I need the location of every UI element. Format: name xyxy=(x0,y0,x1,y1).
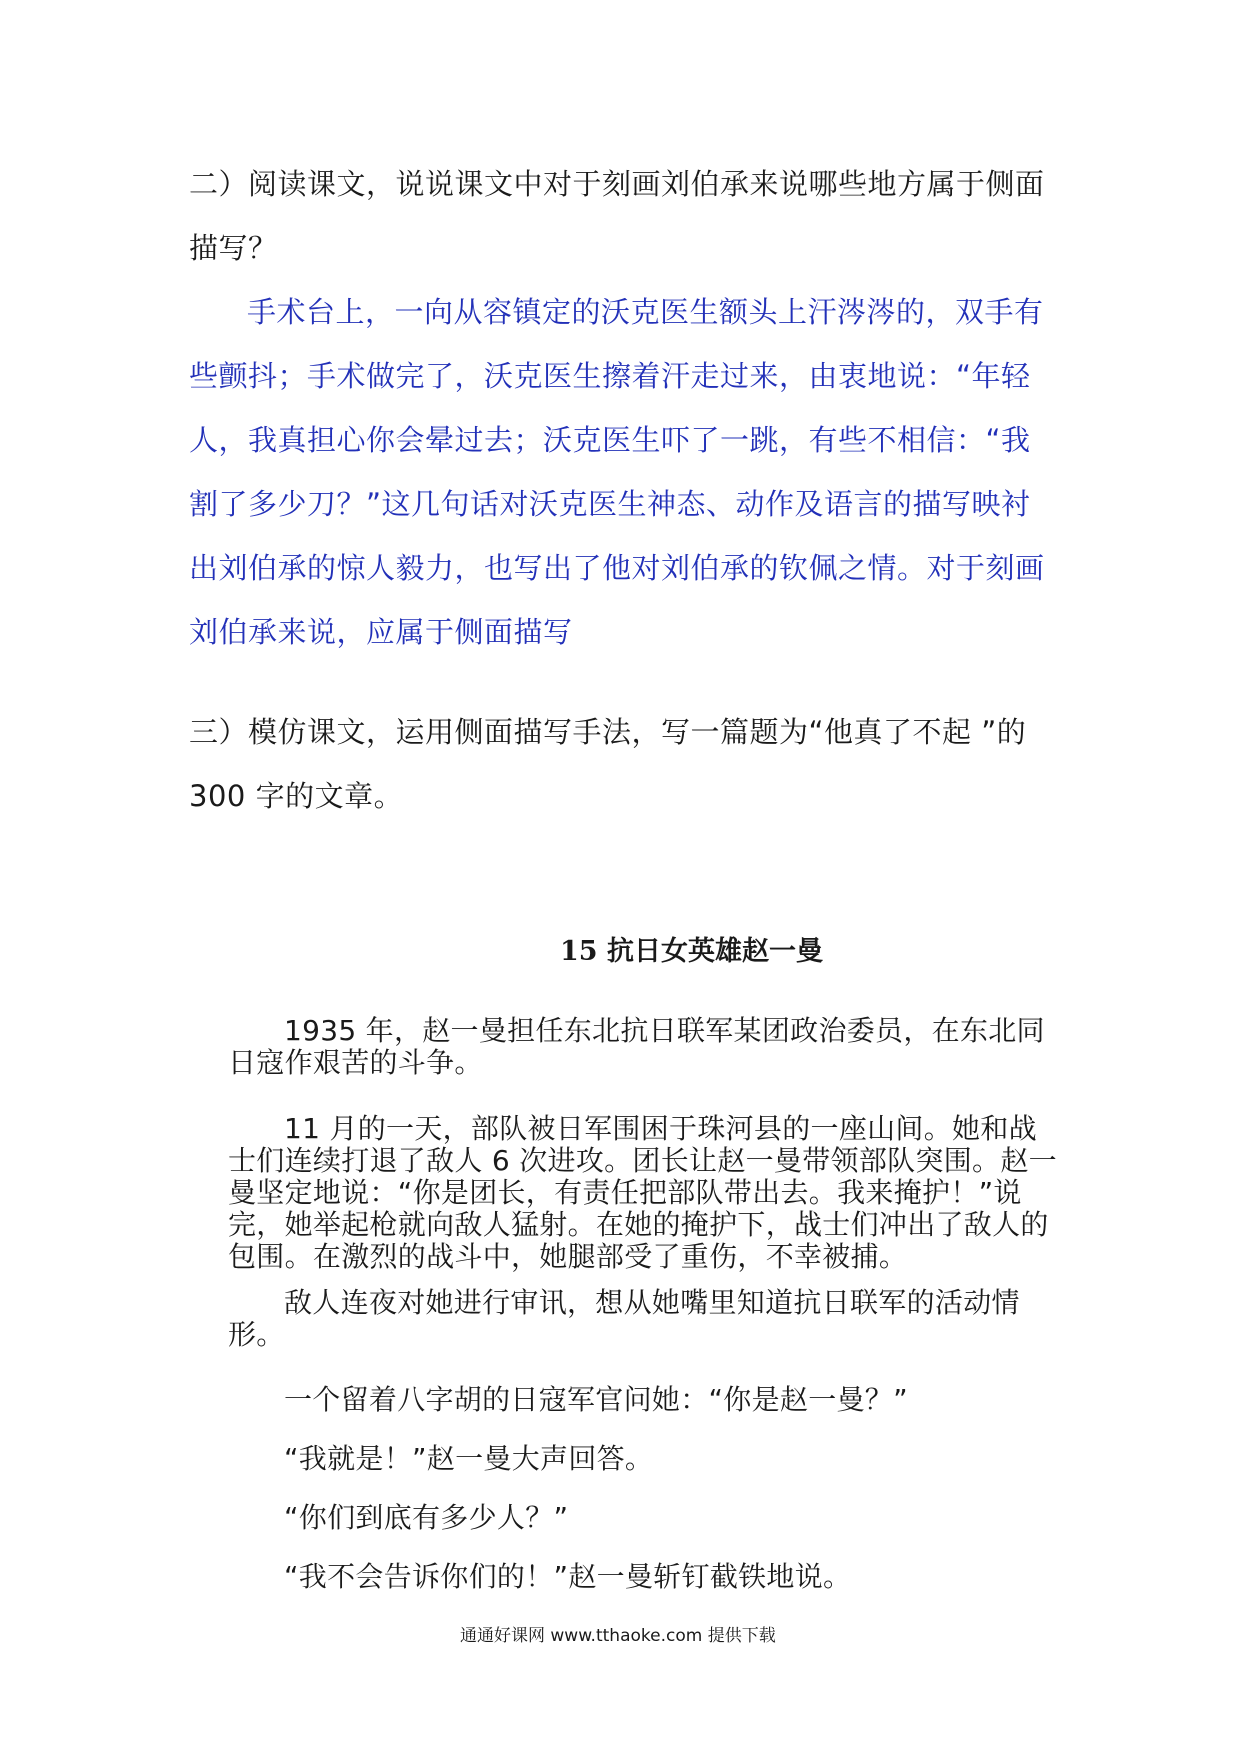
page-footer: 通通好课网 www.tthaoke.com 提供下载 xyxy=(460,1626,776,1646)
story-paragraph: 1935 年，赵一曼担任东北抗日联军某团政治委员，在东北同日寇作艰苦的斗争。 xyxy=(228,1014,1045,1079)
story-paragraph: “我不会告诉你们的！”赵一曼斩钉截铁地说。 xyxy=(284,1560,852,1593)
story-paragraph: 11 月的一天，部队被日军围困于珠河县的一座山间。她和战士们连续打退了敌人 6 次进攻。团长让赵一曼带领部队突围。赵一曼坚定地说：“你是团长，有责任把部队带出去。我来掩护！”说完，她举起枪就向敌人猛射。在她的掩护下，战士们冲出了敌人的包围。在激烈的战斗中，她腿部受了重伤，不幸被捕。 xyxy=(228,1112,1057,1273)
story-title: 15 抗日女英雄赵一曼 xyxy=(560,936,823,967)
question-three: 三）模仿课文，运用侧面描写手法，写一篇题为“他真了不起 ”的 300 字的文章。 xyxy=(189,715,1027,813)
story-paragraph: 敌人连夜对她进行审讯，想从她嘴里知道抗日联军的活动情形。 xyxy=(228,1286,1020,1351)
story-paragraph: “你们到底有多少人？” xyxy=(284,1501,569,1534)
story-paragraph: 一个留着八字胡的日寇军官问她：“你是赵一曼？” xyxy=(284,1383,908,1416)
story-paragraph: “我就是！”赵一曼大声回答。 xyxy=(284,1442,654,1475)
question-two: 二）阅读课文，说说课文中对于刻画刘伯承来说哪些地方属于侧面描写？ xyxy=(189,167,1045,265)
question-two-answer: 手术台上，一向从容镇定的沃克医生额头上汗涔涔的，双手有些颤抖；手术做完了，沃克医生擦着汗走过来，由衷地说：“年轻人，我真担心你会晕过去；沃克医生吓了一跳，有些不相信：“我割了多少刀？”这几句话对沃克医生神态、动作及语言的描写映衬出刘伯承的惊人毅力，也写出了他对刘伯承的钦佩之情。对于刻画刘伯承来说，应属于侧面描写 xyxy=(189,295,1045,649)
